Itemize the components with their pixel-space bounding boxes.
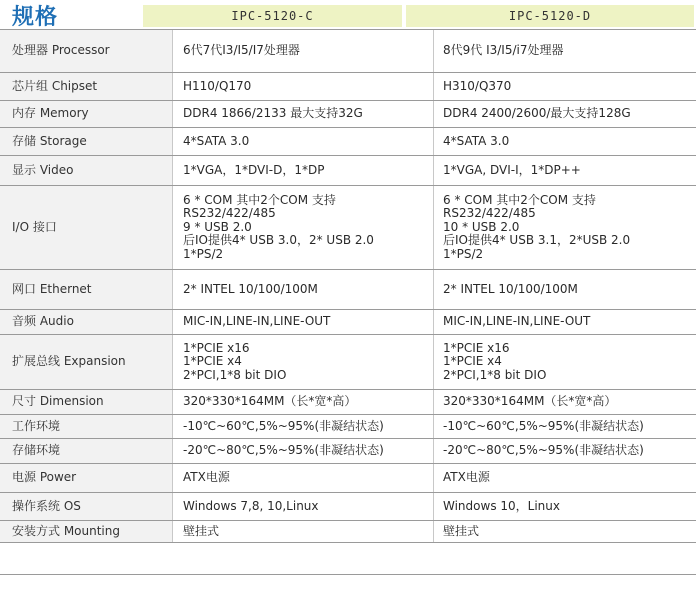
table-row [0,270,696,310]
value-line: 320*330*164MM（长*宽*高） [183,394,357,409]
table-row [0,73,696,101]
value-cell-ipc-5120-d [434,521,696,542]
spec-table [0,29,696,543]
value-lines [443,395,616,409]
value-cell-ipc-5120-d [434,73,696,100]
value-cell-ipc-5120-c [173,156,434,185]
row-label: 处理器 Processor [0,30,173,72]
value-cell-ipc-5120-c [173,439,434,463]
value-line: 后IO提供4* USB 3.0，2* USB 2.0 [183,233,374,248]
row-label: 扩展总线 Expansion [0,335,173,389]
value-lines [183,194,374,262]
value-line: 1*PS/2 [183,246,224,261]
value-lines [183,471,230,485]
column-header-ipc-5120-c: IPC-5120-C [143,5,402,27]
value-line: 2* INTEL 10/100/100M [183,281,318,296]
value-lines [443,315,590,329]
value-line: MIC-IN,LINE-IN,LINE-OUT [443,314,591,329]
row-label: 工作环境 [0,415,173,438]
value-cell-ipc-5120-c [173,415,434,438]
value-line: 2*PCI,1*8 bit DIO [443,367,547,382]
value-cell-ipc-5120-c [173,186,434,269]
table-row [0,186,696,270]
value-cell-ipc-5120-c [173,30,434,72]
value-lines [183,164,324,178]
row-label: 电源 Power [0,464,173,492]
value-lines [443,107,631,121]
table-row [0,156,696,186]
row-label: 存储 Storage [0,128,173,155]
value-line: 2* INTEL 10/100/100M [443,281,578,296]
table-row [0,493,696,521]
value-lines [183,44,300,58]
value-cell-ipc-5120-d [434,493,696,520]
value-line: 1*PCIE x4 [183,354,242,369]
value-lines [183,525,219,539]
table-row [0,464,696,493]
value-lines [183,80,251,94]
value-cell-ipc-5120-d [434,439,696,463]
value-cell-ipc-5120-c [173,101,434,127]
value-line: 1*PCIE x4 [443,354,502,369]
value-line: 1*PCIE x16 [183,340,250,355]
row-label: 芯片组 Chipset [0,73,173,100]
value-cell-ipc-5120-c [173,464,434,492]
value-cell-ipc-5120-d [434,335,696,389]
value-cell-ipc-5120-d [434,310,696,334]
value-cell-ipc-5120-c [173,390,434,414]
table-row [0,128,696,156]
value-cell-ipc-5120-c [173,128,434,155]
value-line: 4*SATA 3.0 [183,133,250,148]
value-line: 1*PS/2 [443,246,484,261]
value-line: RS232/422/485 [183,206,276,221]
value-line: 6代7代I3/I5/I7处理器 [183,43,300,58]
value-lines [443,444,644,458]
table-row [0,415,696,439]
value-line: -10℃~60℃,5%~95%(非凝结状态) [183,418,384,433]
value-cell-ipc-5120-d [434,270,696,309]
value-lines [443,283,578,297]
value-line: 2*PCI,1*8 bit DIO [183,367,287,382]
row-label: 尺寸 Dimension [0,390,173,414]
value-lines [443,525,479,539]
value-line: H310/Q370 [443,78,512,93]
value-cell-ipc-5120-d [434,101,696,127]
value-line: H110/Q170 [183,78,252,93]
value-cell-ipc-5120-d [434,128,696,155]
row-label: 音频 Audio [0,310,173,334]
value-lines [443,471,490,485]
value-line: Windows 7,8, 10,Linux [183,498,319,513]
table-row [0,310,696,335]
value-lines [443,135,509,149]
value-cell-ipc-5120-c [173,270,434,309]
value-line: ATX电源 [183,470,230,485]
table-row [0,390,696,415]
value-cell-ipc-5120-c [173,521,434,542]
value-lines [443,44,564,58]
value-line: 1*VGA，1*DVI-D，1*DP [183,162,325,177]
table-row [0,335,696,390]
value-line: 8代9代 I3/I5/i7处理器 [443,43,564,58]
value-lines [183,135,249,149]
value-line: 10 * USB 2.0 [443,219,520,234]
value-line: 后IO提供4* USB 3.1，2*USB 2.0 [443,233,631,248]
value-lines [443,342,546,383]
value-lines [183,342,286,383]
value-line: DDR4 2400/2600/最大支持128G [443,106,631,121]
row-label: 内存 Memory [0,101,173,127]
value-cell-ipc-5120-c [173,310,434,334]
table-bottom-rule [0,574,696,575]
value-line: 4*SATA 3.0 [443,133,510,148]
table-row [0,521,696,543]
value-cell-ipc-5120-d [434,390,696,414]
value-line: 9 * USB 2.0 [183,219,252,234]
value-lines [183,444,384,458]
page-title: 规格 [12,5,59,30]
value-line: 6 * COM 其中2个COM 支持 [443,192,596,207]
value-lines [183,420,384,434]
row-label: 安装方式 Mounting [0,521,173,542]
value-cell-ipc-5120-d [434,464,696,492]
value-line: Windows 10，Linux [443,498,560,513]
row-label: 操作系统 OS [0,493,173,520]
row-label: 存储环境 [0,439,173,463]
column-header-ipc-5120-d: IPC-5120-D [406,5,694,27]
value-cell-ipc-5120-d [434,156,696,185]
row-label: 网口 Ethernet [0,270,173,309]
value-line: 1*VGA, DVI-I，1*DP++ [443,162,581,177]
value-cell-ipc-5120-c [173,73,434,100]
value-lines [183,107,363,121]
value-line: -20℃~80℃,5%~95%(非凝结状态) [183,443,384,458]
value-cell-ipc-5120-d [434,186,696,269]
table-row [0,101,696,128]
value-lines [443,80,511,94]
value-cell-ipc-5120-c [173,493,434,520]
value-cell-ipc-5120-c [173,335,434,389]
value-line: -10℃~60℃,5%~95%(非凝结状态) [443,418,644,433]
value-line: 壁挂式 [443,523,480,538]
row-label: I/O 接口 [0,186,173,269]
value-lines [443,164,581,178]
value-lines [443,194,630,262]
value-line: DDR4 1866/2133 最大支持32G [183,106,363,121]
value-line: ATX电源 [443,470,490,485]
value-line: 6 * COM 其中2个COM 支持 [183,192,336,207]
value-cell-ipc-5120-d [434,30,696,72]
value-line: MIC-IN,LINE-IN,LINE-OUT [183,314,331,329]
value-cell-ipc-5120-d [434,415,696,438]
value-line: RS232/422/485 [443,206,536,221]
value-lines [183,395,356,409]
row-label: 显示 Video [0,156,173,185]
value-line: -20℃~80℃,5%~95%(非凝结状态) [443,443,644,458]
table-row [0,29,696,73]
value-lines [183,315,330,329]
value-line: 1*PCIE x16 [443,340,510,355]
value-lines [443,500,560,514]
value-line: 壁挂式 [183,523,220,538]
value-lines [183,283,318,297]
table-row [0,439,696,464]
value-lines [183,500,319,514]
value-line: 320*330*164MM（长*宽*高） [443,394,617,409]
value-lines [443,420,644,434]
